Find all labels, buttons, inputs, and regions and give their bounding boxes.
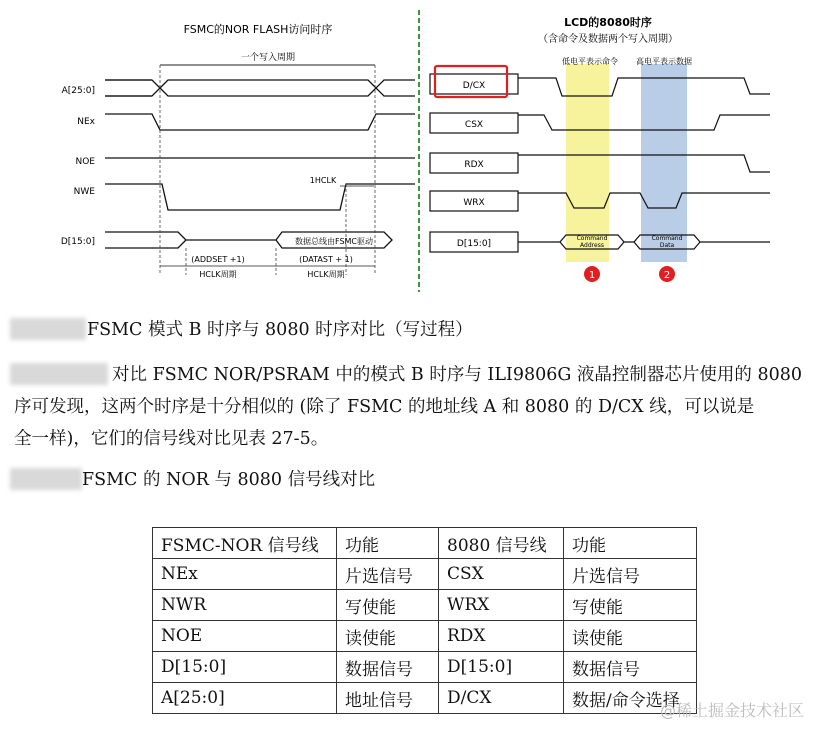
table-row	[153, 652, 697, 683]
table-cell: NEx	[153, 559, 337, 590]
marker-2-label: 2	[663, 270, 671, 281]
data-highlight-band	[641, 64, 687, 262]
left-diagram-title: FSMC的NOR FLASH访问时序	[183, 23, 333, 36]
redacted-table-number	[10, 468, 82, 490]
watermark: @稀土掘金技术社区	[659, 701, 804, 720]
signal-label-d: D[15:0]	[60, 237, 95, 247]
table-cell: D/CX	[439, 683, 564, 714]
paragraph-line-1: 对比 FSMC NOR/PSRAM 中的模式 B 时序与 ILI9806G 液晶控制器芯片使用的 8080	[112, 365, 803, 385]
table-header-cell: 功能	[337, 528, 439, 559]
signal-label-nwe: NWE	[73, 187, 95, 197]
table-cell: 写使能	[337, 590, 439, 621]
table-header-cell: FSMC-NOR 信号线	[153, 528, 337, 559]
signal-label-noe: NOE	[75, 157, 95, 167]
table-cell: D[15:0]	[153, 652, 337, 683]
write-cycle-label: 一个写入周期	[240, 53, 296, 63]
redacted-text	[10, 363, 108, 385]
addset-period-label: HCLK周期	[199, 270, 237, 279]
paragraph-line-2: 序可发现，这两个时序是十分相似的 (除了 FSMC 的地址线 A 和 8080 的 D/CX 线，可以说是	[14, 397, 755, 417]
command-highlight-band	[566, 64, 609, 262]
hclk-label: 1HCLK	[309, 176, 337, 185]
table-cell: 写使能	[564, 590, 697, 621]
command-data-label-2: Data	[659, 242, 675, 249]
signal-comparison-table	[152, 527, 697, 714]
signal-label-a: A[25:0]	[61, 86, 95, 96]
table-cell: 数据/命令选择	[564, 683, 697, 714]
table-cell: 读使能	[337, 621, 439, 652]
signal-label-d-right: D[15:0]	[456, 239, 492, 249]
table-cell: NOE	[153, 621, 337, 652]
table-row	[153, 528, 697, 559]
datast-period-label: HCLK周期	[307, 270, 345, 279]
table-cell: WRX	[439, 590, 564, 621]
table-cell: NWR	[153, 590, 337, 621]
table-caption: FSMC 的 NOR 与 8080 信号线对比	[82, 470, 376, 490]
signal-label-csx: CSX	[464, 120, 484, 130]
table-row	[153, 683, 697, 714]
signal-label-wrx: WRX	[463, 198, 485, 208]
table-cell: 片选信号	[564, 559, 697, 590]
command-address-label-1: Command	[576, 235, 608, 242]
table-cell: 数据信号	[564, 652, 697, 683]
low-level-command-label: 低电平表示命令	[562, 57, 618, 66]
table-row	[153, 621, 697, 652]
table-cell: 地址信号	[337, 683, 439, 714]
table-cell: 读使能	[564, 621, 697, 652]
addset-label: (ADDSET +1)	[191, 255, 245, 264]
table-cell: RDX	[439, 621, 564, 652]
table-header-cell: 8080 信号线	[439, 528, 564, 559]
datast-label: (DATAST + 1)	[299, 255, 353, 264]
table-cell: CSX	[439, 559, 564, 590]
table-cell: A[25:0]	[153, 683, 337, 714]
marker-1-label: 1	[588, 270, 596, 281]
high-level-data-label: 高电平表示数据	[636, 57, 692, 66]
timing-diagram	[0, 0, 824, 300]
table-header-cell: 功能	[564, 528, 697, 559]
figure-caption: FSMC 模式 B 时序与 8080 时序对比（写过程）	[87, 320, 473, 340]
command-address-label-2: Address	[580, 242, 604, 249]
signal-label-rdx: RDX	[464, 160, 484, 170]
table-cell: D[15:0]	[439, 652, 564, 683]
signal-label-dcx: D/CX	[462, 81, 486, 91]
table-cell: 数据信号	[337, 652, 439, 683]
bus-driven-label: 数据总线由FSMC驱动	[294, 237, 374, 246]
right-diagram-title: LCD的8080时序	[564, 16, 652, 29]
table-row	[153, 590, 697, 621]
paragraph-line-3: 全一样)，它们的信号线对比见表 27-5。	[14, 429, 329, 449]
right-diagram-subtitle: （含命令及数据两个写入周期）	[538, 34, 678, 45]
signal-label-nex: NEx	[77, 117, 95, 127]
table-row	[153, 559, 697, 590]
table-cell: 片选信号	[337, 559, 439, 590]
redacted-figure-number	[10, 318, 86, 340]
command-data-label-1: Command	[651, 235, 683, 242]
